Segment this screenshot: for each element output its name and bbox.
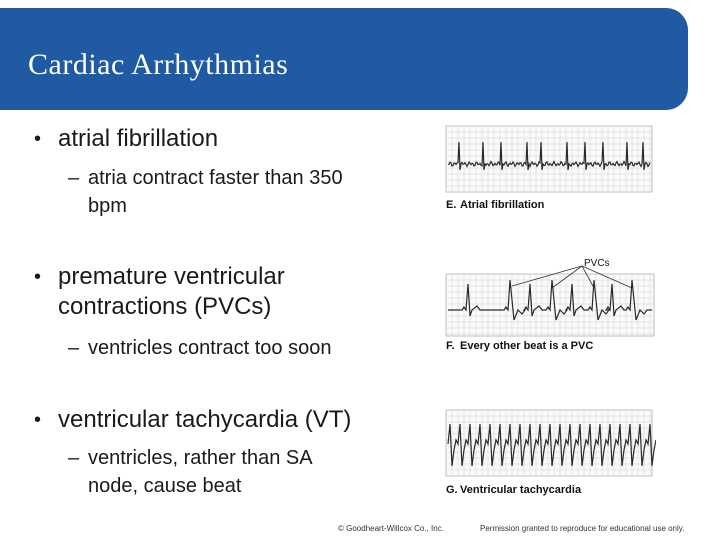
ecg-strip-f	[444, 252, 658, 338]
bullet-pvcs	[34, 262, 285, 322]
sub-bullet	[68, 164, 343, 220]
sub-bullet-text: ventricles, rather than SA	[88, 447, 313, 469]
sub-bullet	[68, 334, 332, 362]
sub-bullet-dash: –	[68, 167, 80, 189]
bullet-ventricular-tachycardia	[34, 405, 352, 435]
figure-caption: Ventricular tachycardia	[460, 484, 582, 496]
footer-permission: Permission granted to reproduce for educational use only.	[480, 524, 685, 533]
bullet-atrial-fibrillation	[34, 124, 219, 154]
bullet-dot: •	[34, 409, 42, 431]
bullet-text: contractions (PVCs)	[58, 293, 272, 320]
slide-title: Cardiac Arrhythmias	[28, 48, 289, 81]
ecg-figure-pvcs	[444, 252, 658, 356]
sub-bullet-dash: –	[68, 447, 80, 469]
footer-copyright: © Goodheart-Willcox Co., Inc.	[338, 524, 444, 533]
pvc-annotation: PVCs	[584, 258, 610, 269]
sub-bullet-text: node, cause beat	[88, 475, 242, 497]
figure-letter: E.	[446, 199, 457, 211]
bullet-dot: •	[34, 266, 42, 288]
figure-letter: G.	[446, 484, 458, 496]
ecg-figure-ventricular-tachycardia	[444, 408, 656, 500]
ecg-strip-g	[444, 408, 656, 480]
bullet-text: premature ventricular	[58, 263, 285, 290]
ecg-figure-atrial-fibrillation	[444, 124, 656, 216]
figure-letter: F.	[446, 340, 455, 352]
bullet-dot: •	[34, 128, 42, 150]
sub-bullet-text: bpm	[88, 195, 127, 217]
figure-caption: Atrial fibrillation	[460, 199, 545, 211]
sub-bullet	[68, 444, 313, 500]
bullet-text: atrial fibrillation	[58, 125, 219, 152]
sub-bullet-dash: –	[68, 337, 80, 359]
sub-bullet-text: ventricles contract too soon	[88, 337, 332, 359]
bullet-text: ventricular tachycardia (VT)	[58, 406, 352, 433]
figure-caption: Every other beat is a PVC	[460, 340, 594, 352]
sub-bullet-text: atria contract faster than 350	[88, 167, 343, 189]
ecg-strip-e	[444, 124, 656, 196]
